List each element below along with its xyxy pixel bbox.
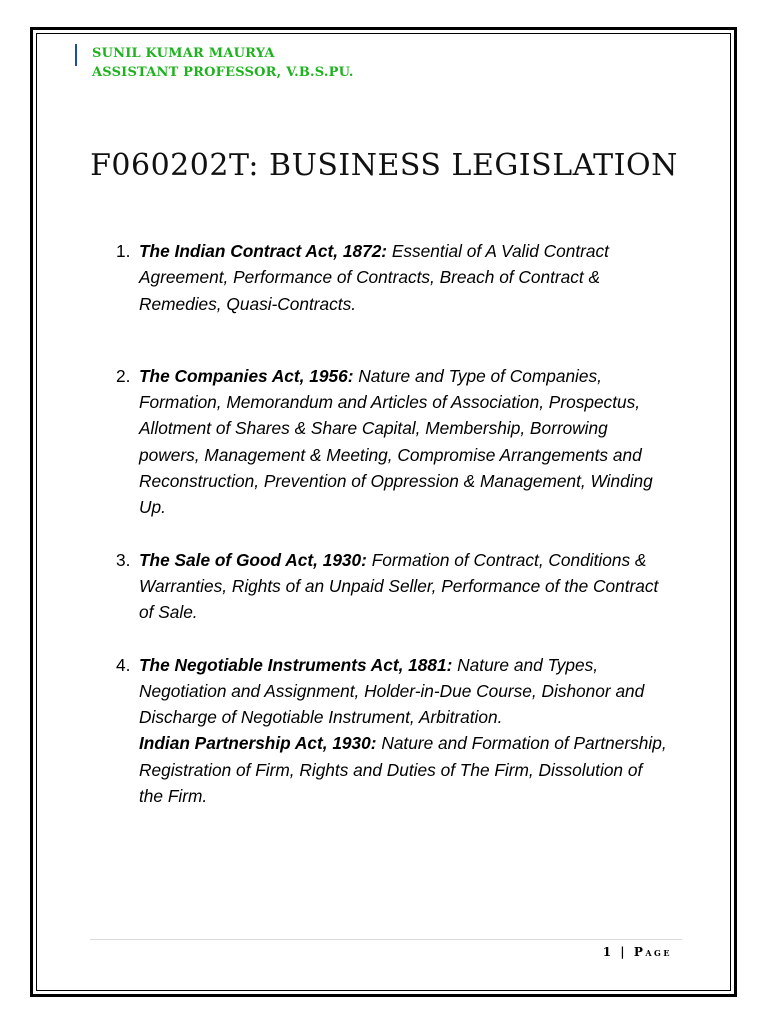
footer-divider	[90, 939, 682, 940]
page-footer	[603, 945, 672, 959]
page-label: Page	[633, 945, 672, 959]
author-name: SUNIL KUMAR MAURYA	[92, 46, 275, 61]
page-number: 1	[602, 945, 614, 959]
topic-subheading: Indian Partnership Act, 1930:	[139, 733, 377, 754]
topic-subtext: Nature and Formation of Partnership, Registration of Firm, Rights and Duties of The Firm, Dissolution of the Firm.	[139, 733, 667, 807]
topic-text: Nature and Types, Negotiation and Assignment, Holder-in-Due Course, Dishonor and Discharge of Negotiable Instrument, Arbitration.	[139, 654, 645, 728]
topic-text: Formation of Contract, Conditions & Warranties, Rights of an Unpaid Seller, Performance of the Contract of Sale.	[139, 549, 659, 623]
topic-number: 2.	[116, 365, 131, 386]
topic-heading: The Sale of Good Act, 1930:	[139, 549, 367, 570]
document-title: F060202T: BUSINESS LEGISLATION	[90, 148, 678, 183]
topic-item-contract-act	[110, 238, 670, 317]
topic-number: 4.	[116, 654, 131, 675]
topic-item-sale-of-goods-act	[110, 547, 670, 626]
topic-text: Nature and Type of Companies, Formation, Memorandum and Articles of Association, Prospectus, Allotment of Shares & Share Capital, Membership, Borrowing powers, Management & Meeting, Compromise Arrangements and Reconstruction, Prevention of Oppression & Management, Winding Up.	[139, 365, 653, 518]
topic-heading: The Companies Act, 1956:	[139, 365, 354, 386]
topic-list	[110, 238, 670, 809]
topic-subsection-partnership-act	[139, 730, 670, 809]
topic-item-companies-act	[110, 363, 670, 521]
topic-number: 1.	[116, 241, 131, 261]
author-title: ASSISTANT PROFESSOR, V.B.S.PU.	[92, 65, 354, 80]
topic-item-negotiable-instruments-act	[110, 652, 670, 810]
page-separator: |	[613, 945, 634, 959]
topic-heading: The Negotiable Instruments Act, 1881:	[139, 654, 453, 675]
header-accent-bar	[75, 44, 77, 66]
topic-number: 3.	[116, 549, 131, 570]
topic-heading: The Indian Contract Act, 1872:	[139, 241, 388, 261]
topic-text: Essential of A Valid Contract Agreement, Performance of Contracts, Breach of Contract & Remedies, Quasi-Contracts.	[139, 241, 609, 314]
author-block	[92, 44, 354, 82]
